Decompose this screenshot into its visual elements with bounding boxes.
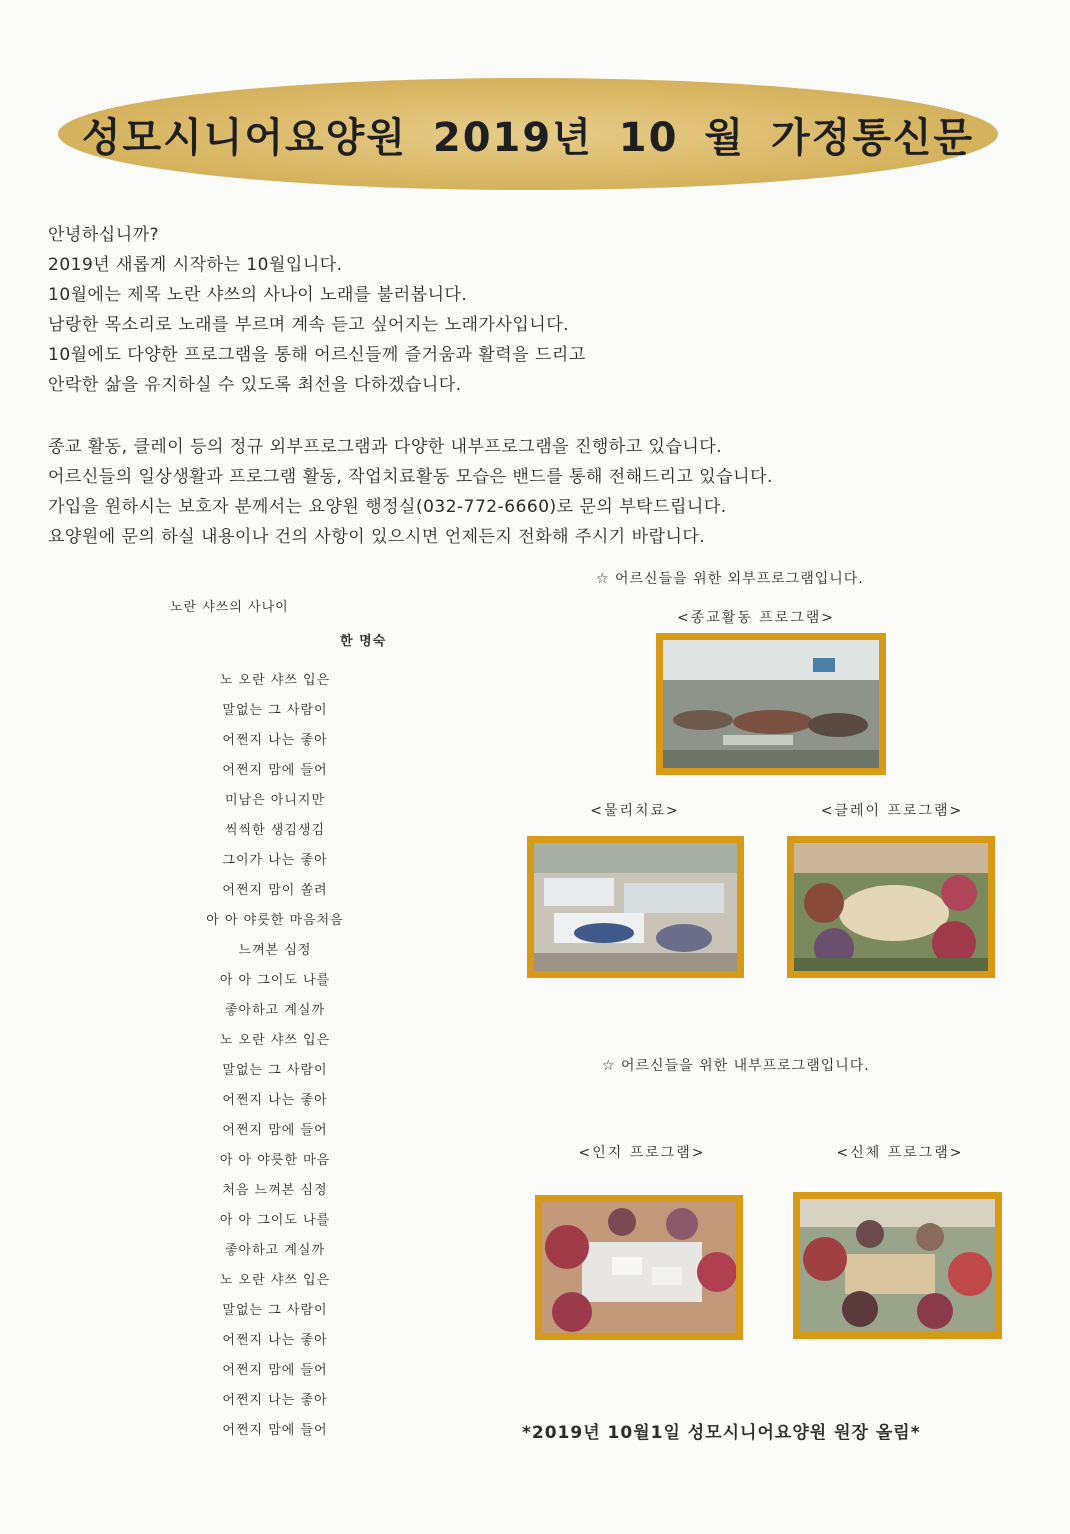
external-program-heading: ☆ 어르신들을 위한 외부프로그램입니다. bbox=[596, 571, 864, 587]
photo-body-program bbox=[793, 1192, 1002, 1339]
lyrics-line: 느껴본 심정 bbox=[238, 943, 312, 958]
lyrics-line: 처음 느껴본 심정 bbox=[222, 1183, 328, 1198]
lyrics-line: 말없는 그 사람이 bbox=[222, 1303, 328, 1318]
program-line: 가입을 원하시는 보호자 분께서는 요양원 행정실(032-772-6660)로 문의 부탁드립니다. bbox=[48, 497, 727, 517]
intro-line: 안락한 삶을 유지하실 수 있도록 최선을 다하겠습니다. bbox=[48, 375, 462, 395]
caption-cognitive: <인지 프로그램> bbox=[578, 1145, 706, 1161]
lyrics-line: 어쩐지 맘이 쏠려 bbox=[222, 883, 328, 898]
intro-line: 2019년 새롭게 시작하는 10월입니다. bbox=[48, 255, 343, 275]
lyrics-line: 아 아 그이도 나를 bbox=[219, 1213, 331, 1228]
page-title: 성모시니어요양원 2019년 10 월 가정통신문 bbox=[81, 114, 975, 161]
program-line: 종교 활동, 클레이 등의 정규 외부프로그램과 다양한 내부프로그램을 진행하고 있습니다. bbox=[48, 437, 723, 457]
song-author: 한 명숙 bbox=[340, 634, 387, 649]
title-banner bbox=[58, 78, 998, 190]
internal-program-heading: ☆ 어르신들을 위한 내부프로그램입니다. bbox=[602, 1058, 870, 1074]
lyrics-line: 노 오란 샤쓰 입은 bbox=[219, 1273, 331, 1288]
intro-line: 10월에도 다양한 프로그램을 통해 어르신들께 즐거움과 활력을 드리고 bbox=[48, 345, 586, 365]
closing-signature: *2019년 10월1일 성모시니어요양원 원장 올림* bbox=[522, 1423, 921, 1443]
lyrics-line: 어쩐지 맘에 들어 bbox=[222, 1423, 328, 1438]
lyrics-line: 어쩐지 나는 좋아 bbox=[222, 1093, 328, 1108]
song-title: 노란 샤쓰의 사나이 bbox=[170, 600, 289, 615]
lyrics-line: 아 아 그이도 나를 bbox=[219, 973, 331, 988]
program-line: 요양원에 문의 하실 내용이나 건의 사항이 있으시면 언제든지 전화해 주시기 바랍니다. bbox=[48, 527, 706, 547]
lyrics-line: 미남은 아니지만 bbox=[224, 793, 326, 808]
intro-line: 10월에는 제목 노란 샤쓰의 사나이 노래를 불러봅니다. bbox=[48, 285, 468, 305]
caption-religion: <종교활동 프로그램> bbox=[676, 610, 836, 626]
photo-religion-program bbox=[656, 633, 886, 775]
intro-paragraph bbox=[48, 220, 948, 400]
photo-clay-program bbox=[787, 836, 995, 978]
lyrics-line: 좋아하고 계실까 bbox=[224, 1003, 326, 1018]
lyrics-lines bbox=[110, 666, 440, 1446]
lyrics-line: 씩씩한 생김생김 bbox=[224, 823, 326, 838]
lyrics-line: 좋아하고 계실까 bbox=[224, 1243, 326, 1258]
program-paragraph bbox=[48, 432, 948, 552]
lyrics-line: 어쩐지 맘에 들어 bbox=[222, 763, 328, 778]
lyrics-line: 노 오란 샤쓰 입은 bbox=[219, 1033, 331, 1048]
caption-clay: <클레이 프로그램> bbox=[820, 803, 964, 819]
lyrics-line: 그이가 나는 좋아 bbox=[222, 853, 328, 868]
photo-physio-therapy bbox=[527, 836, 744, 978]
lyrics-line: 말없는 그 사람이 bbox=[222, 703, 328, 718]
lyrics-line: 어쩐지 나는 좋아 bbox=[222, 733, 328, 748]
lyrics-line: 노 오란 샤쓰 입은 bbox=[219, 673, 331, 688]
lyrics-line: 어쩐지 나는 좋아 bbox=[222, 1333, 328, 1348]
program-line: 어르신들의 일상생활과 프로그램 활동, 작업치료활동 모습은 밴드를 통해 전해드리고 있습니다. bbox=[48, 467, 773, 487]
intro-line: 남랑한 목소리로 노래를 부르며 계속 듣고 싶어지는 노래가사입니다. bbox=[48, 315, 570, 335]
lyrics-line: 아 아 야릇한 마음 bbox=[219, 1153, 331, 1168]
photo-cognitive-program bbox=[535, 1195, 743, 1340]
lyrics-line: 어쩐지 맘에 들어 bbox=[222, 1363, 328, 1378]
lyrics-line: 말없는 그 사람이 bbox=[222, 1063, 328, 1078]
lyrics-line: 어쩐지 맘에 들어 bbox=[222, 1123, 328, 1138]
lyrics-line: 아 아 야릇한 마음처음 bbox=[206, 913, 344, 928]
lyrics-line: 어쩐지 나는 좋아 bbox=[222, 1393, 328, 1408]
caption-physio: <물리치료> bbox=[590, 803, 680, 819]
intro-line: 안녕하십니까? bbox=[48, 225, 160, 245]
caption-body: <신체 프로그램> bbox=[836, 1145, 964, 1161]
